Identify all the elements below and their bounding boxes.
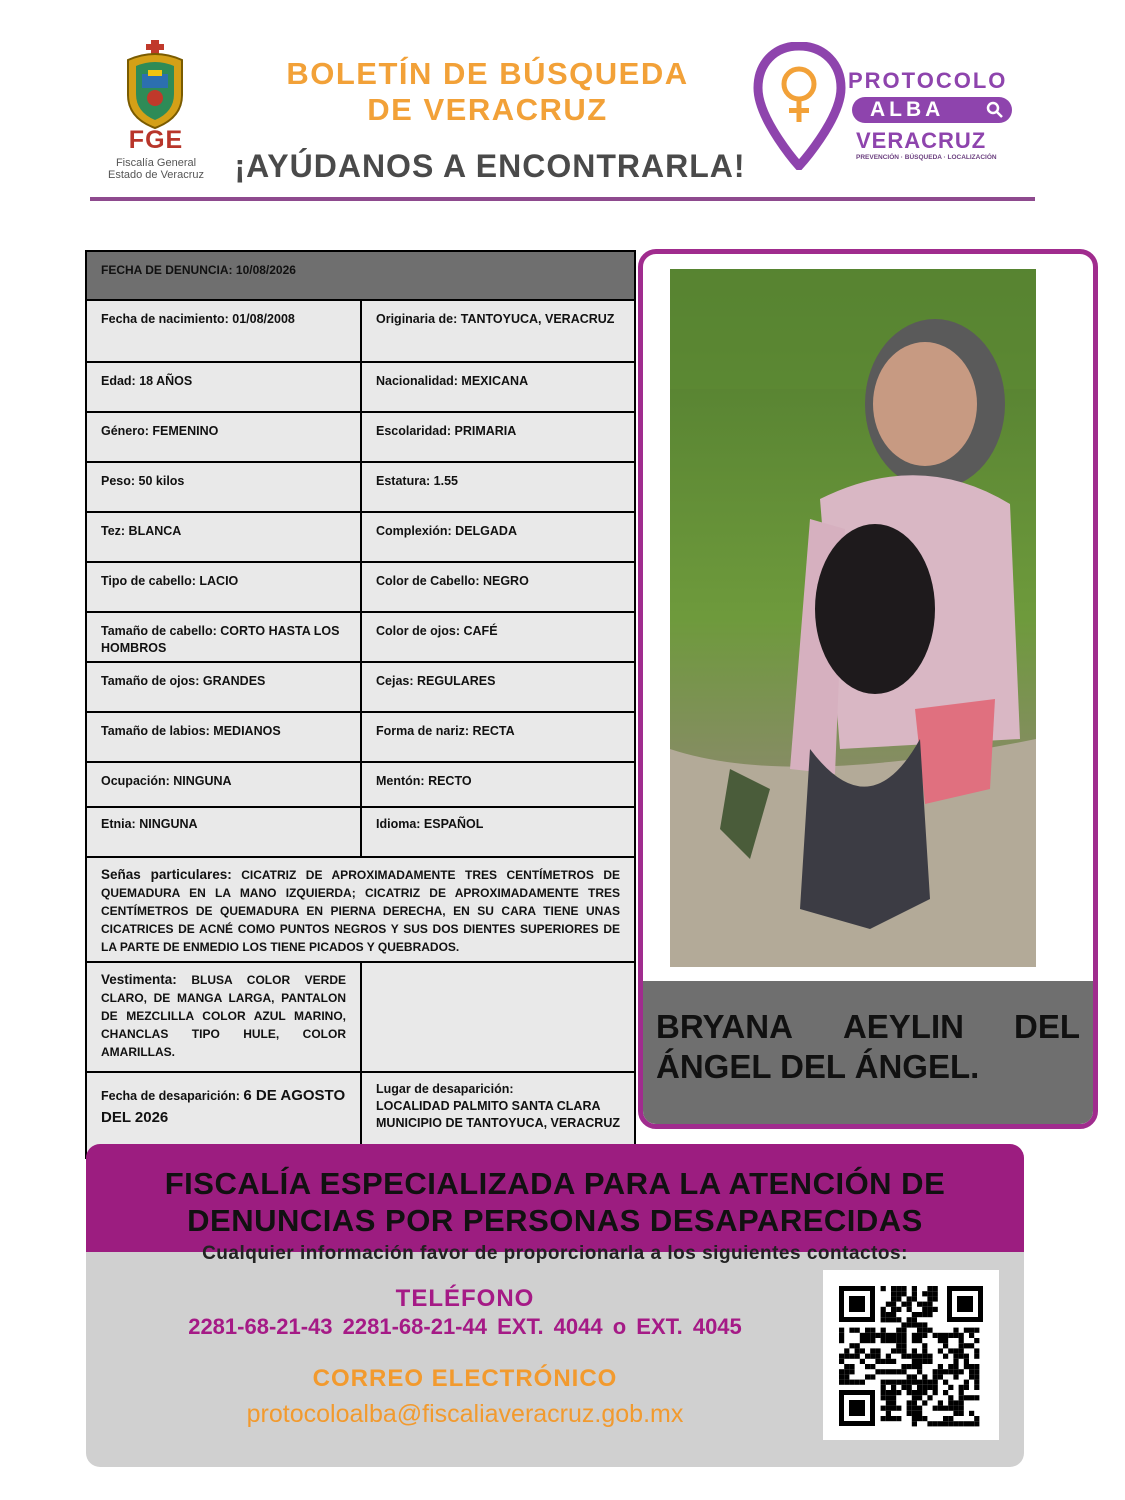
- clothing-row: [87, 963, 634, 1073]
- report-date: FECHA DE DENUNCIA: 10/08/2026: [101, 263, 296, 277]
- clothing-label: Vestimenta:: [101, 972, 177, 987]
- table-row: [87, 613, 634, 663]
- gender: Género: FEMENINO: [87, 413, 362, 461]
- table-row: [87, 763, 634, 808]
- table-row: [87, 301, 634, 363]
- disappearance-date-value: 6 DE AGOSTO DEL 2026: [101, 1087, 346, 1126]
- disappearance-place-value: LOCALIDAD PALMITO SANTA CLARA MUNICIPIO DE TANTOYUCA, VERACRUZ: [376, 1099, 620, 1130]
- language: Idioma: ESPAÑOL: [376, 817, 484, 831]
- email-label: CORREO ELECTRÓNICO: [312, 1365, 618, 1392]
- clothing: [87, 963, 362, 1071]
- table-row: [87, 563, 634, 613]
- skin-tone: Tez: BLANCA: [87, 513, 362, 561]
- hair-length: Tamaño de cabello: CORTO HASTA LOS HOMBROS: [87, 613, 362, 661]
- lip-size: Tamaño de labios: MEDIANOS: [87, 713, 362, 761]
- distinguishing-marks: [87, 858, 634, 961]
- fge-logo: [100, 40, 212, 185]
- nose-shape: Forma de nariz: RECTA: [376, 724, 515, 738]
- phone-numbers[interactable]: 2281-68-21-43 2281-68-21-44 EXT. 4044 o EXT. 4045: [188, 1314, 742, 1339]
- clothing-text: BLUSA COLOR VERDE CLARO, DE MANGA LARGA, PANTALON DE MEZCLILLA COLOR AZUL MARINO, CHANCLAS TIPO HULE, COLOR AMARILLAS.: [101, 973, 346, 1059]
- table-row: [87, 363, 634, 413]
- disappearance-date-label: Fecha de desaparición:: [101, 1089, 240, 1103]
- table-row: [87, 713, 634, 763]
- eye-color: Color de ojos: CAFÉ: [376, 624, 498, 638]
- surname-prefix: DEL: [1014, 1008, 1080, 1045]
- alba-veracruz-text: VERACRUZ: [856, 128, 987, 153]
- distinguishing-marks-text: CICATRIZ DE APROXIMADAMENTE TRES CENTÍMETROS DE QUEMADURA EN LA MANO IZQUIERDA; CICATRIZ DE APROXIMADAMENTE TRES CENTÍMETROS DE QUEMADURA EN PIERNA DERECHA, EN SU CARA TIENE UNAS CICATRICES DE ACNÉ COMO PUNTOS NEGROS Y SUS DOS DIENTES SUPERIORES DE LA PARTE DE ENMEDIO LOS TIENE PICADOS Y QUEBRADOS.: [101, 868, 620, 954]
- age: Edad: 18 AÑOS: [87, 363, 362, 411]
- alba-protocolo-text: PROTOCOLO: [848, 68, 1008, 93]
- alba-tagline: PREVENCIÓN · BÚSQUEDA · LOCALIZACIÓN: [856, 154, 997, 161]
- person-name-line1: [656, 1008, 1080, 1046]
- map-pin-female-icon: [752, 42, 847, 170]
- qr-code[interactable]: [823, 1270, 999, 1440]
- hair-type: Tipo de cabello: LACIO: [87, 563, 362, 611]
- person-name-line2: ÁNGEL DEL ÁNGEL.: [656, 1048, 980, 1085]
- table-row: [87, 413, 634, 463]
- protocolo-alba-logo: [752, 42, 1027, 172]
- weight: Peso: 50 kilos: [87, 463, 362, 511]
- missing-person-photo: [670, 269, 1036, 967]
- veracruz-coat-of-arms-icon: [120, 40, 190, 130]
- eye-size: Tamaño de ojos: GRANDES: [87, 663, 362, 711]
- photo-card: [638, 249, 1098, 1129]
- fge-name-line2: Estado de Veracruz: [107, 169, 204, 181]
- birth-date: Fecha de nacimiento: 01/08/2008: [87, 301, 362, 361]
- fge-name-line1: Fiscalía General: [115, 157, 197, 169]
- distinguishing-marks-label: Señas particulares:: [101, 867, 232, 882]
- alba-text: ALBA: [870, 98, 945, 121]
- qr-code-icon: [823, 1270, 999, 1440]
- ethnicity: Etnia: NINGUNA: [87, 808, 362, 856]
- first-name: BRYANA: [656, 1008, 793, 1045]
- occupation: Ocupación: NINGUNA: [87, 763, 362, 806]
- middle-name: AEYLIN: [842, 1008, 964, 1045]
- help-us-heading: ¡AYÚDANOS A ENCONTRARLA!: [234, 148, 746, 184]
- report-date-row: [87, 252, 634, 301]
- table-row: [87, 513, 634, 563]
- fge-full-name: [100, 157, 212, 181]
- personal-data-table: [85, 250, 636, 1159]
- fge-acronym: FGE: [128, 126, 184, 154]
- search-icon: [986, 101, 1004, 119]
- header-divider: [90, 197, 1035, 201]
- build: Complexión: DELGADA: [376, 524, 517, 538]
- height: Estatura: 1.55: [376, 474, 458, 488]
- contact-instructions: Cualquier información favor de proporcionarla a los siguientes contactos:: [202, 1243, 908, 1264]
- schooling: Escolaridad: PRIMARIA: [376, 424, 517, 438]
- distinguishing-marks-row: [87, 858, 634, 963]
- table-row: [87, 463, 634, 513]
- phone-label: TELÉFONO: [395, 1285, 535, 1312]
- fiscalia-title-line1: FISCALÍA ESPECIALIZADA PARA LA ATENCIÓN DE: [164, 1166, 946, 1201]
- bulletin-title-line2: DE VERACRUZ: [367, 92, 608, 127]
- clothing-empty-cell: [362, 963, 634, 1071]
- fiscalia-title-line2: DENUNCIAS POR PERSONAS DESAPARECIDAS: [187, 1203, 923, 1238]
- eyebrows: Cejas: REGULARES: [376, 674, 496, 688]
- email-address[interactable]: protocoloalba@fiscaliaveracruz.gob.mx: [246, 1400, 684, 1428]
- chin: Mentón: RECTO: [376, 774, 472, 788]
- origin: Originaria de: TANTOYUCA, VERACRUZ: [376, 312, 615, 326]
- hair-color: Color de Cabello: NEGRO: [376, 574, 529, 588]
- bulletin-title-line1: BOLETÍN DE BÚSQUEDA: [286, 56, 689, 91]
- nationality: Nacionalidad: MEXICANA: [376, 374, 529, 388]
- table-row: [87, 808, 634, 858]
- table-row: [87, 663, 634, 713]
- disappearance-place-label: Lugar de desaparición:: [376, 1082, 514, 1096]
